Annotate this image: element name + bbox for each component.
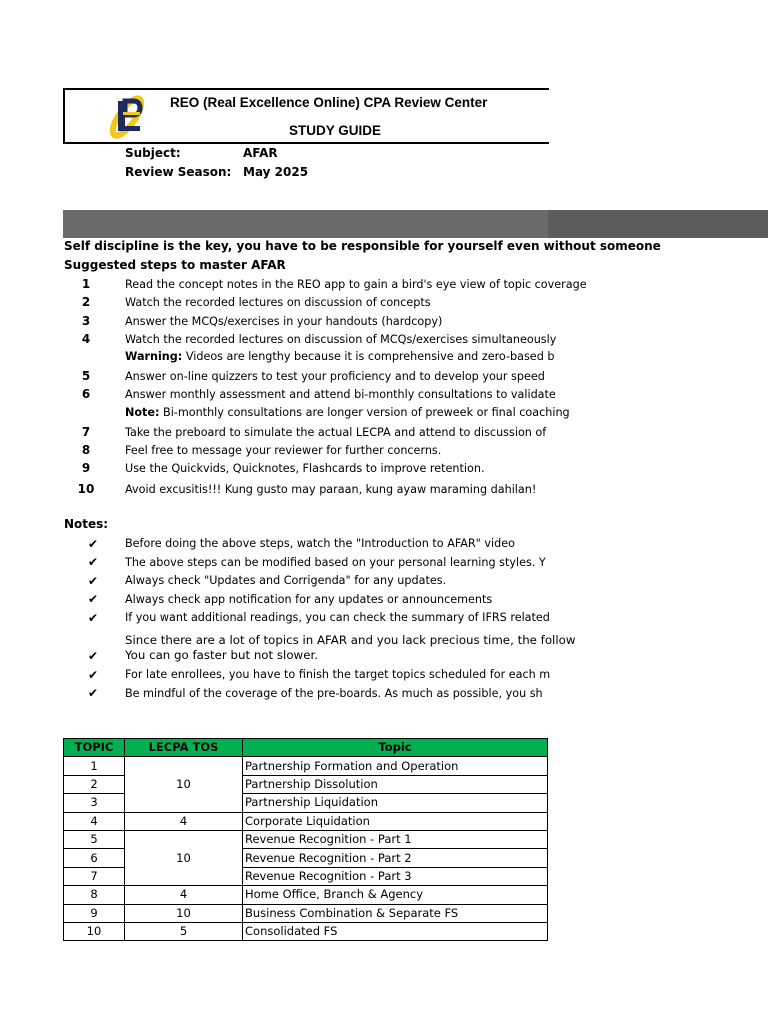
table-header-row <box>64 739 548 757</box>
step-text: Watch the recorded lectures on discussion of concepts <box>125 296 431 309</box>
topic-name: Partnership Dissolution <box>243 775 548 793</box>
topic-number: 2 <box>64 775 125 793</box>
check-icon: ✔ <box>87 574 99 588</box>
step-number: 6 <box>81 387 91 401</box>
topic-name: Business Combination & Separate FS <box>243 904 548 922</box>
topic-name: Home Office, Branch & Agency <box>243 886 548 904</box>
step-number: 4 <box>81 332 91 346</box>
topic-number: 5 <box>64 830 125 848</box>
step-text: Answer monthly assessment and attend bi-monthly consultations to validate <box>125 388 556 401</box>
note-item: Always check app notification for any updates or announcements <box>125 593 493 606</box>
step-text: Avoid excusitis!!! Kung gusto may paraan, kung ayaw maraming dahilan! <box>125 483 537 496</box>
topic-number: 7 <box>64 867 125 885</box>
note-text: Bi-monthly consultations are longer version of preweek or final coaching <box>159 406 570 419</box>
topic-number: 8 <box>64 886 125 904</box>
step-text: Watch the recorded lectures on discussion of MCQs/exercises simultaneously <box>125 333 557 346</box>
check-icon: ✔ <box>87 537 99 551</box>
note-item: Since there are a lot of topics in AFAR and you lack precious time, the follow <box>125 633 576 647</box>
step-number: 5 <box>81 369 91 383</box>
note-item: If you want additional readings, you can check the summary of IFRS related <box>125 611 550 624</box>
topic-name: Revenue Recognition - Part 2 <box>243 849 548 867</box>
table-row <box>64 812 548 830</box>
lecpa-tos: 10 <box>125 830 243 885</box>
table-row <box>64 922 548 940</box>
check-icon: ✔ <box>87 649 99 663</box>
topic-number: 9 <box>64 904 125 922</box>
note-item: Be mindful of the coverage of the pre-boards. As much as possible, you sh <box>125 687 543 700</box>
lecpa-tos: 5 <box>125 922 243 940</box>
topic-name: Partnership Formation and Operation <box>243 757 548 775</box>
topic-number: 3 <box>64 794 125 812</box>
header-topic-number: TOPIC <box>64 739 125 757</box>
step-number: 7 <box>81 425 91 439</box>
suggested-steps-heading: Suggested steps to master AFAR <box>64 258 286 272</box>
step-number: 3 <box>81 314 91 328</box>
reo-logo-icon <box>106 93 148 139</box>
note-item: The above steps can be modified based on your personal learning styles. Y <box>125 556 546 569</box>
table-row <box>64 757 548 775</box>
header-topic: Topic <box>243 739 548 757</box>
topic-name: Consolidated FS <box>243 922 548 940</box>
step-number: 2 <box>81 295 91 309</box>
step-text: Feel free to message your reviewer for further concerns. <box>125 444 442 457</box>
lecpa-tos: 10 <box>125 757 243 812</box>
topic-name: Revenue Recognition - Part 3 <box>243 867 548 885</box>
discipline-text: Self discipline is the key, you have to be responsible for yourself even without someone <box>64 239 661 253</box>
table-row <box>64 830 548 848</box>
step-text: Answer on-line quizzers to test your proficiency and to develop your speed <box>125 370 545 383</box>
step-number: 1 <box>81 277 91 291</box>
warning-text: Videos are lengthy because it is comprehensive and zero-based b <box>182 350 555 363</box>
lecpa-tos: 4 <box>125 812 243 830</box>
step-text: Use the Quickvids, Quicknotes, Flashcards to improve retention. <box>125 462 485 475</box>
check-icon: ✔ <box>87 686 99 700</box>
notes-heading: Notes: <box>64 517 109 531</box>
step-text: Answer the MCQs/exercises in your handouts (hardcopy) <box>125 315 443 328</box>
page-subtitle: STUDY GUIDE <box>288 123 381 138</box>
step-text: Take the preboard to simulate the actual LECPA and attend to discussion of <box>125 426 547 439</box>
check-icon: ✔ <box>87 611 99 625</box>
season-value: May 2025 <box>243 165 309 179</box>
topic-name: Partnership Liquidation <box>243 794 548 812</box>
subject-value: AFAR <box>243 146 278 160</box>
step-number: 10 <box>77 482 95 496</box>
warning-label: Warning: <box>125 350 183 363</box>
note-item: Before doing the above steps, watch the "Introduction to AFAR" video <box>125 537 515 550</box>
topic-number: 1 <box>64 757 125 775</box>
check-icon: ✔ <box>87 555 99 569</box>
section-band <box>63 210 768 238</box>
note-line <box>125 406 570 419</box>
lecpa-tos: 4 <box>125 886 243 904</box>
note-item: For late enrollees, you have to finish the target topics scheduled for each m <box>125 668 551 681</box>
note-item: Always check "Updates and Corrigenda" for any updates. <box>125 574 447 587</box>
step-number: 9 <box>81 461 91 475</box>
topic-number: 6 <box>64 849 125 867</box>
step-number: 8 <box>81 443 91 457</box>
note-item: You can go faster but not slower. <box>125 648 318 662</box>
page-title: REO (Real Excellence Online) CPA Review Center <box>170 95 488 110</box>
topics-table <box>63 738 548 941</box>
topic-name: Corporate Liquidation <box>243 812 548 830</box>
topic-number: 4 <box>64 812 125 830</box>
check-icon: ✔ <box>87 668 99 682</box>
note-label: Note: <box>125 406 160 419</box>
step-text: Read the concept notes in the REO app to gain a bird's eye view of topic coverage <box>125 278 587 291</box>
topic-number: 10 <box>64 922 125 940</box>
header-lecpa-tos: LECPA TOS <box>125 739 243 757</box>
subject-label: Subject: <box>125 146 181 160</box>
season-label: Review Season: <box>125 165 232 179</box>
table-row <box>64 904 548 922</box>
topic-name: Revenue Recognition - Part 1 <box>243 830 548 848</box>
lecpa-tos: 10 <box>125 904 243 922</box>
check-icon: ✔ <box>87 592 99 606</box>
table-row <box>64 886 548 904</box>
warning-line <box>125 350 555 363</box>
